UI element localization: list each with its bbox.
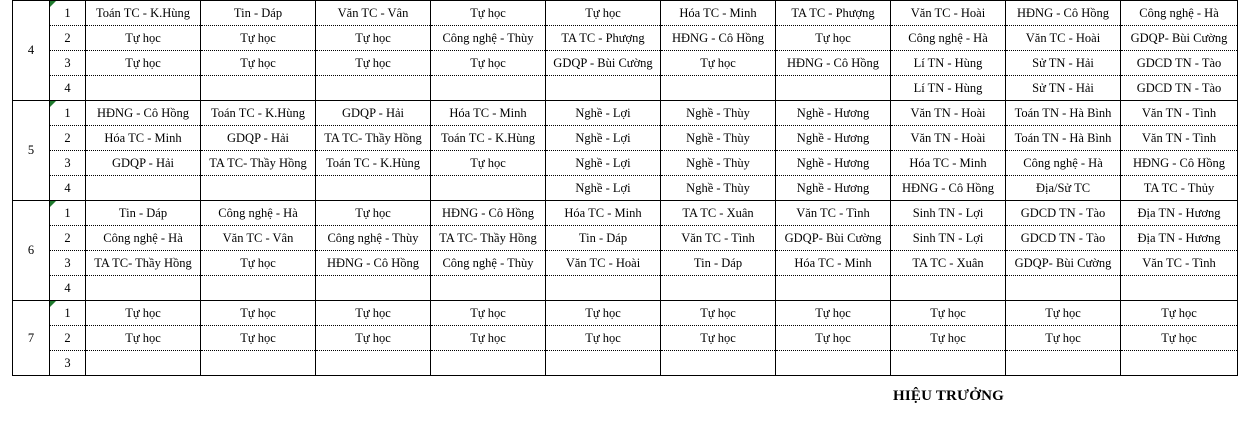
class-cell[interactable]: Toán TC - K.Hùng	[316, 151, 431, 176]
period-number: 1	[64, 305, 71, 320]
class-cell[interactable]: Tự học	[546, 301, 661, 326]
class-cell[interactable]: GDQP - Hải	[86, 151, 201, 176]
class-cell[interactable]: Tin - Dáp	[201, 1, 316, 26]
class-cell[interactable]	[431, 351, 546, 376]
class-cell[interactable]: GDQP - Bùi Cường	[546, 51, 661, 76]
class-cell[interactable]: GDQP - Hải	[316, 101, 431, 126]
class-cell[interactable]: Sử TN - Hải	[1006, 51, 1121, 76]
class-cell[interactable]: Tự học	[1121, 326, 1238, 351]
period-cell: 2	[50, 326, 86, 351]
class-cell[interactable]: Văn TC - Vân	[316, 1, 431, 26]
day-cell: 5	[13, 101, 50, 201]
class-cell[interactable]: TA TC- Thầy Hồng	[431, 226, 546, 251]
period-number: 1	[64, 5, 71, 20]
period-cell: 2	[50, 26, 86, 51]
class-cell[interactable]: Lí TN - Hùng	[891, 51, 1006, 76]
class-cell[interactable]: Văn TN - Hoài	[891, 126, 1006, 151]
class-cell[interactable]: Nghề - Hương	[776, 151, 891, 176]
class-cell[interactable]	[316, 351, 431, 376]
class-cell[interactable]: Văn TC - Tình	[776, 201, 891, 226]
period-cell: 4	[50, 76, 86, 101]
class-cell[interactable]: Hóa TC - Minh	[891, 151, 1006, 176]
cell-corner-marker	[50, 101, 56, 107]
class-cell[interactable]: TA TC - Xuân	[661, 201, 776, 226]
period-cell	[50, 301, 86, 326]
period-cell	[50, 1, 86, 26]
class-cell[interactable]	[86, 176, 201, 201]
timetable-row	[13, 126, 1238, 151]
class-cell[interactable]: Công nghệ - Hà	[891, 26, 1006, 51]
class-cell[interactable]: TA TC - Xuân	[891, 251, 1006, 276]
class-cell[interactable]: HĐNG - Cô Hồng	[661, 26, 776, 51]
class-cell[interactable]: Địa TN - Hương	[1121, 201, 1238, 226]
class-cell[interactable]	[1006, 351, 1121, 376]
period-number: 1	[64, 105, 71, 120]
class-cell[interactable]: Tự học	[201, 26, 316, 51]
class-cell[interactable]: Văn TN - Hoài	[891, 101, 1006, 126]
class-cell[interactable]: Tự học	[431, 51, 546, 76]
timetable-row	[13, 201, 1238, 226]
class-cell[interactable]: TA TC - Thủy	[1121, 176, 1238, 201]
class-cell[interactable]: Tự học	[431, 151, 546, 176]
class-cell[interactable]: Tự học	[201, 51, 316, 76]
class-cell[interactable]: Tự học	[546, 1, 661, 26]
class-cell[interactable]: Tự học	[1006, 301, 1121, 326]
class-cell[interactable]	[86, 276, 201, 301]
class-cell[interactable]	[86, 351, 201, 376]
period-cell: 3	[50, 151, 86, 176]
class-cell[interactable]	[431, 76, 546, 101]
period-cell: 3	[50, 251, 86, 276]
class-cell[interactable]: Tự học	[1121, 301, 1238, 326]
day-cell: 6	[13, 201, 50, 301]
period-cell: 3	[50, 51, 86, 76]
class-cell[interactable]: Văn TC - Tình	[661, 226, 776, 251]
class-cell[interactable]: Công nghệ - Thùy	[431, 26, 546, 51]
period-cell: 4	[50, 176, 86, 201]
class-cell[interactable]: Sinh TN - Lợi	[891, 201, 1006, 226]
timetable-sheet	[12, 0, 1237, 376]
class-cell[interactable]: Văn TC - Vân	[201, 226, 316, 251]
class-cell[interactable]: TA TC- Thầy Hồng	[86, 251, 201, 276]
class-cell[interactable]: Nghề - Hương	[776, 101, 891, 126]
class-cell[interactable]: GDCD TN - Tào	[1121, 76, 1238, 101]
class-cell[interactable]: GDCD TN - Tào	[1121, 51, 1238, 76]
class-cell[interactable]: Hóa TC - Minh	[661, 1, 776, 26]
day-cell: 7	[13, 301, 50, 376]
class-cell[interactable]: Tự học	[776, 301, 891, 326]
class-cell[interactable]: Địa/Sử TC	[1006, 176, 1121, 201]
class-cell[interactable]: TA TC- Thầy Hồng	[201, 151, 316, 176]
class-cell[interactable]	[1121, 276, 1238, 301]
class-cell[interactable]: Nghề - Thùy	[661, 176, 776, 201]
class-cell[interactable]: Nghề - Lợi	[546, 176, 661, 201]
class-cell[interactable]: Tự học	[891, 326, 1006, 351]
class-cell[interactable]: Công nghệ - Hà	[201, 201, 316, 226]
period-cell	[50, 101, 86, 126]
period-cell: 2	[50, 126, 86, 151]
class-cell[interactable]: GDQP- Bùi Cường	[1121, 26, 1238, 51]
class-cell[interactable]: Toán TC - K.Hùng	[431, 126, 546, 151]
class-cell[interactable]: Nghề - Thùy	[661, 126, 776, 151]
class-cell[interactable]: Toán TC - K.Hùng	[201, 101, 316, 126]
class-cell[interactable]: Tự học	[201, 326, 316, 351]
class-cell[interactable]: Toán TN - Hà Bình	[1006, 101, 1121, 126]
day-cell: 4	[13, 1, 50, 101]
class-cell[interactable]: Hóa TC - Minh	[86, 126, 201, 151]
class-cell[interactable]	[546, 351, 661, 376]
class-cell[interactable]: HĐNG - Cô Hồng	[431, 201, 546, 226]
class-cell[interactable]: Tự học	[431, 326, 546, 351]
class-cell[interactable]: GDQP- Bùi Cường	[776, 226, 891, 251]
class-cell[interactable]	[1006, 276, 1121, 301]
cell-corner-marker	[50, 201, 56, 207]
class-cell[interactable]	[201, 176, 316, 201]
class-cell[interactable]: Văn TC - Hoài	[1006, 26, 1121, 51]
timetable-row	[13, 351, 1238, 376]
class-cell[interactable]	[1121, 351, 1238, 376]
class-cell[interactable]: Tự học	[86, 51, 201, 76]
class-cell[interactable]: TA TC - Phượng	[546, 26, 661, 51]
period-cell: 2	[50, 226, 86, 251]
class-cell[interactable]: GDCD TN - Tào	[1006, 226, 1121, 251]
class-cell[interactable]: Tự học	[86, 326, 201, 351]
class-cell[interactable]: Tự học	[201, 301, 316, 326]
class-cell[interactable]: Tự học	[316, 51, 431, 76]
class-cell[interactable]: Tự học	[776, 26, 891, 51]
timetable-row	[13, 251, 1238, 276]
class-cell[interactable]	[546, 76, 661, 101]
timetable	[12, 0, 1238, 376]
class-cell[interactable]: Tự học	[316, 301, 431, 326]
timetable-row	[13, 76, 1238, 101]
timetable-row	[13, 226, 1238, 251]
class-cell[interactable]	[201, 76, 316, 101]
principal-signature-title: HIỆU TRƯỞNG	[893, 388, 1004, 404]
class-cell[interactable]: Lí TN - Hùng	[891, 76, 1006, 101]
class-cell[interactable]: Tự học	[891, 301, 1006, 326]
timetable-body	[13, 1, 1238, 376]
class-cell[interactable]: Tự học	[661, 326, 776, 351]
timetable-row	[13, 326, 1238, 351]
class-cell[interactable]: Nghề - Hương	[776, 176, 891, 201]
class-cell[interactable]: Hóa TC - Minh	[546, 201, 661, 226]
class-cell[interactable]: HĐNG - Cô Hồng	[316, 251, 431, 276]
timetable-row	[13, 301, 1238, 326]
class-cell[interactable]	[201, 276, 316, 301]
class-cell[interactable]	[661, 76, 776, 101]
class-cell[interactable]: Tự học	[776, 326, 891, 351]
class-cell[interactable]: Tự học	[86, 26, 201, 51]
period-cell	[50, 201, 86, 226]
timetable-row	[13, 101, 1238, 126]
class-cell[interactable]: Tự học	[431, 1, 546, 26]
cell-corner-marker	[50, 1, 56, 7]
class-cell[interactable]	[661, 351, 776, 376]
class-cell[interactable]: Nghề - Hương	[776, 126, 891, 151]
class-cell[interactable]	[316, 176, 431, 201]
class-cell[interactable]: Tự học	[431, 301, 546, 326]
class-cell[interactable]: Nghề - Thùy	[661, 151, 776, 176]
class-cell[interactable]: TA TC- Thầy Hồng	[316, 126, 431, 151]
class-cell[interactable]: Công nghệ - Hà	[86, 226, 201, 251]
timetable-row	[13, 151, 1238, 176]
class-cell[interactable]: Tự học	[661, 301, 776, 326]
class-cell[interactable]: Công nghệ - Thùy	[431, 251, 546, 276]
class-cell[interactable]: Tự học	[661, 51, 776, 76]
class-cell[interactable]: Tự học	[201, 251, 316, 276]
period-cell: 4	[50, 276, 86, 301]
class-cell[interactable]: Nghề - Lợi	[546, 101, 661, 126]
class-cell[interactable]	[431, 176, 546, 201]
timetable-row	[13, 26, 1238, 51]
class-cell[interactable]: Nghề - Lợi	[546, 126, 661, 151]
class-cell[interactable]: Công nghệ - Hà	[1121, 1, 1238, 26]
class-cell[interactable]: Nghề - Thùy	[661, 101, 776, 126]
class-cell[interactable]	[431, 276, 546, 301]
class-cell[interactable]	[86, 76, 201, 101]
class-cell[interactable]: Toán TC - K.Hùng	[86, 1, 201, 26]
class-cell[interactable]	[776, 351, 891, 376]
class-cell[interactable]: TA TC - Phượng	[776, 1, 891, 26]
class-cell[interactable]: Công nghệ - Hà	[1006, 151, 1121, 176]
timetable-row	[13, 276, 1238, 301]
class-cell[interactable]: Hóa TC - Minh	[431, 101, 546, 126]
class-cell[interactable]: Văn TC - Tình	[1121, 251, 1238, 276]
period-number: 1	[64, 205, 71, 220]
timetable-row	[13, 1, 1238, 26]
class-cell[interactable]: Tự học	[86, 301, 201, 326]
class-cell[interactable]: Hóa TC - Minh	[776, 251, 891, 276]
class-cell[interactable]	[776, 276, 891, 301]
class-cell[interactable]: Tự học	[1006, 326, 1121, 351]
class-cell[interactable]	[661, 276, 776, 301]
class-cell[interactable]: Tự học	[546, 326, 661, 351]
timetable-row	[13, 176, 1238, 201]
class-cell[interactable]	[201, 351, 316, 376]
class-cell[interactable]: Sử TN - Hải	[1006, 76, 1121, 101]
class-cell[interactable]	[776, 76, 891, 101]
class-cell[interactable]: HĐNG - Cô Hồng	[86, 101, 201, 126]
class-cell[interactable]: GDQP - Hải	[201, 126, 316, 151]
class-cell[interactable]: Tin - Dáp	[661, 251, 776, 276]
class-cell[interactable]	[891, 276, 1006, 301]
class-cell[interactable]: GDCD TN - Tào	[1006, 201, 1121, 226]
class-cell[interactable]: GDQP- Bùi Cường	[1006, 251, 1121, 276]
class-cell[interactable]: Văn TC - Hoài	[891, 1, 1006, 26]
class-cell[interactable]	[546, 276, 661, 301]
class-cell[interactable]: Văn TN - Tình	[1121, 126, 1238, 151]
class-cell[interactable]: Văn TN - Tình	[1121, 101, 1238, 126]
period-cell: 3	[50, 351, 86, 376]
timetable-row	[13, 51, 1238, 76]
class-cell[interactable]: Nghề - Lợi	[546, 151, 661, 176]
class-cell[interactable]: Văn TC - Hoài	[546, 251, 661, 276]
class-cell[interactable]: HĐNG - Cô Hồng	[891, 176, 1006, 201]
class-cell[interactable]: Địa TN - Hương	[1121, 226, 1238, 251]
class-cell[interactable]: Tin - Dáp	[546, 226, 661, 251]
class-cell[interactable]: HĐNG - Cô Hồng	[1121, 151, 1238, 176]
cell-corner-marker	[50, 301, 56, 307]
class-cell[interactable]	[316, 76, 431, 101]
class-cell[interactable]	[891, 351, 1006, 376]
class-cell[interactable]: Tự học	[316, 201, 431, 226]
class-cell[interactable]: HĐNG - Cô Hồng	[776, 51, 891, 76]
class-cell[interactable]: HĐNG - Cô Hồng	[1006, 1, 1121, 26]
class-cell[interactable]: Sinh TN - Lợi	[891, 226, 1006, 251]
class-cell[interactable]: Tin - Dáp	[86, 201, 201, 226]
class-cell[interactable]: Tự học	[316, 26, 431, 51]
class-cell[interactable]	[316, 276, 431, 301]
class-cell[interactable]: Công nghệ - Thùy	[316, 226, 431, 251]
class-cell[interactable]: Tự học	[316, 326, 431, 351]
class-cell[interactable]: Toán TN - Hà Bình	[1006, 126, 1121, 151]
